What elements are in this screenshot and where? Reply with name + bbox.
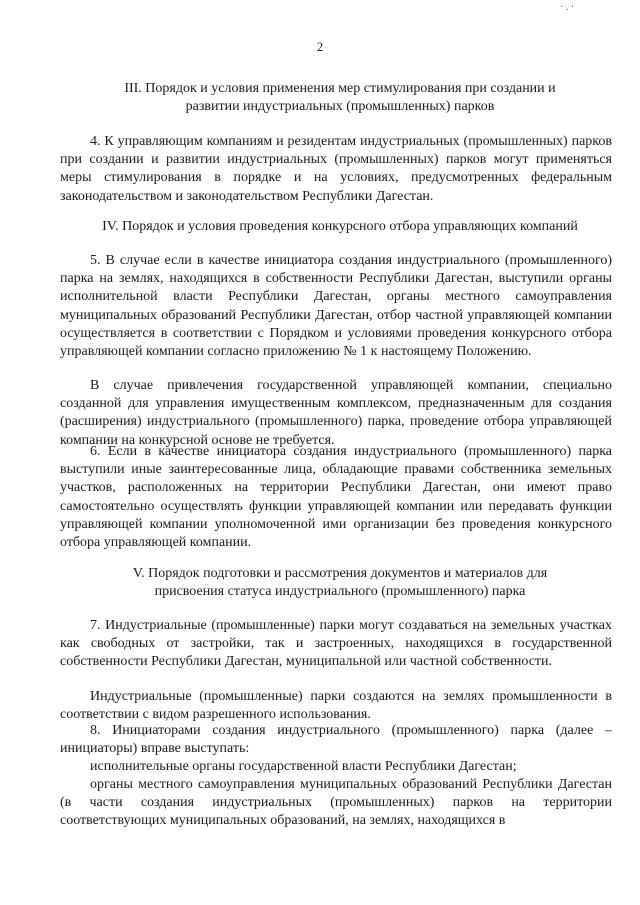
- paragraph-6: 6. Если в качестве инициатора создания индустриального (промышленного) парка выступили иные заинтересованные лица, обладающие правами собственника земельных участков, расположенных на территории Республики Дагестан, они имеют право самостоятельно осуществлять функции управляющей компании или передавать функции управляющей компании уполномоченной ими организации без проведения конкурсного отбора управляющей компании.: [60, 444, 612, 551]
- paragraph-8-item-b: органы местного самоуправления муниципальных образований Республики Дагестан (в части создания индустриальных (промышленных) парков на территории соответствующих муниципальных образований, на землях, находящихся в: [60, 777, 612, 829]
- section-3-title-line2: развитии индустриальных (промышленных) парков: [185, 99, 495, 114]
- page-number: 2: [316, 40, 324, 54]
- paragraph-7: 7. Индустриальные (промышленные) парки могут создаваться на земельных участках как свободных от застройки, так и застроенных, находящихся в государственной собственности Республики Дагестан, муниципальной или частной собственности.: [60, 618, 612, 670]
- paragraph-8-item-a: исполнительные органы государственной власти Республики Дагестан;: [90, 759, 517, 774]
- paragraph-4: 4. К управляющим компаниям и резидентам индустриальных (промышленных) парков при создании и развитии индустриальных (промышленных) парков могут применяться меры стимулирования в порядке и на условиях, предусмотренных федеральным законодательством и законодательством Республики Дагестан.: [60, 134, 612, 204]
- corner-mark: · . ·: [560, 2, 575, 13]
- paragraph-7-continuation: Индустриальные (промышленные) парки создаются на землях промышленности в соответствии с видом разрешенного использования.: [60, 689, 612, 723]
- paragraph-5: 5. В случае если в качестве инициатора создания индустриального (промышленного) парка на землях, находящихся в собственности Республики Дагестан, выступили органы исполнительной власти Республики Дагестан, органы местного самоуправления муниципальных образований Республики Дагестан, отбор частной управляющей компании осуществляется в соответствии с Порядком и условиями проведения конкурсного отбора управляющей компании согласно приложению № 1 к настоящему Положению.: [60, 253, 612, 360]
- section-4-title: IV. Порядок и условия проведения конкурсного отбора управляющих компаний: [102, 219, 578, 234]
- paragraph-8: 8. Инициаторами создания индустриального (промышленного) парка (далее – инициаторы) вправе выступать:: [60, 723, 612, 757]
- section-5-title-line1: V. Порядок подготовки и рассмотрения документов и материалов для: [132, 566, 548, 581]
- section-3-title-line1: III. Порядок и условия применения мер стимулирования при создании и: [124, 81, 556, 96]
- section-5-title-line2: присвоения статуса индустриального (промышленного) парка: [154, 584, 526, 599]
- paragraph-5-continuation: В случае привлечения государственной управляющей компании, специально созданной для управления имущественным комплексом, предназначенным для создания (расширения) индустриального (промышленного) парка, проведение отбора управляющей компании на конкурсной основе не требуется.: [60, 378, 612, 448]
